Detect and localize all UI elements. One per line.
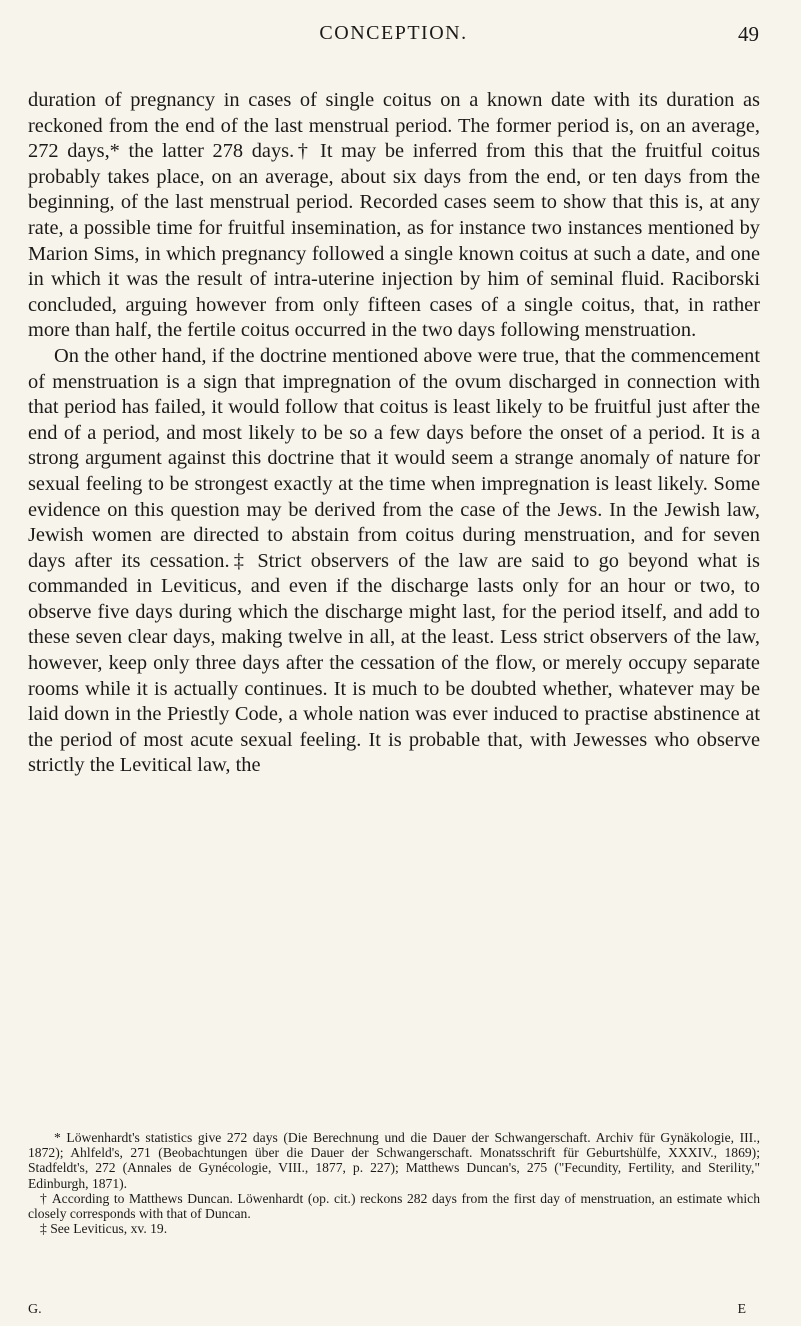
page-header <box>28 22 759 50</box>
signature-marks <box>28 1302 760 1320</box>
running-head: CONCEPTION. <box>319 22 468 44</box>
signature-mark-right: E <box>737 1302 746 1317</box>
footnote-leviticus: ‡ See Leviticus, xv. 19. <box>40 1221 168 1237</box>
page-number: 49 <box>738 22 759 46</box>
paragraph-jewish-law: On the other hand, if the doctrine mentioned above were true, that the commencement of menstruation is a sign that impregnation of the ovum discharged in connection with that period has failed, it would follow that coitus is least likely to be fruitful just after the end of a period, and most likely to be so a few days before the onset of a period. It is a strong argument against this doctrine that it would seem a strange anomaly of nature for sexual feeling to be strongest exactly at the time when impregnation is least likely. Some evidence on this question may be derived from the case of the Jews. In the Jewish law, Jewish women are directed to abstain from coitus during menstruation, and for seven days after its cessation.‡ Strict observers of the law are said to go beyond what is commanded in Leviticus, and even if the discharge lasts only for an hour or two, to observe five days during which the discharge might last, for the period itself, and add to these seven clear days, making twelve in all, at the least. Less strict observers of the law, however, keep only three days after the cessation of the flow, or merely occupy separate rooms while it is actually continues. It is much to be doubted whether, whatever may be laid down in the Priestly Code, a whole nation was ever induced to practise abstinence at the period of most acute sexual feeling. It is probable that, with Jewesses who observe strictly the Levitical law, the <box>28 344 760 777</box>
footnote-duncan: † According to Matthews Duncan. Löwenhardt (op. cit.) reckons 282 days from the first day of menstruation, an estimate which closely corresponds with that of Duncan. <box>28 1190 760 1222</box>
signature-mark-left: G. <box>28 1302 42 1317</box>
paragraph-duration: duration of pregnancy in cases of single coitus on a known date with its duration as reckoned from the end of the last menstrual period. The former period is, on an average, 272 days,* the latter 278 days.† It may be inferred from this that the fruitful coitus probably takes place, on an average, about six days from the end, or ten days from the beginning, of the last menstrual period. Recorded cases seem to show that this is, at any rate, a possible time for fruitful insemination, as for instance two instances mentioned by Marion Sims, in which pregnancy followed a single known coitus at such a date, and one in which it was the result of intra-uterine injection by him of seminal fluid. Raciborski concluded, arguing however from only fifteen cases of a single coitus, that, in rather more than half, the fertile coitus occurred in the two days following menstruation. <box>28 89 760 342</box>
footnotes <box>28 1130 760 1236</box>
footnote-statistics: * Löwenhardt's statistics give 272 days (Die Berechnung und die Dauer der Schwangerschaft. Archiv für Gynäkologie, III., 1872); Ahlfeld's, 271 (Beobachtungen über die Dauer der Schwangerschaft. Monatsschrift für Geburtshülfe, XXXIV., 1869); Stadfeldt's, 272 (Annales de Gynécologie, VIII., 1877, p. 227); Matthews Duncan's, 275 ("Fecundity, Fertility, and Sterility," Edinburgh, 1871). <box>28 1130 760 1191</box>
body-text <box>28 88 760 779</box>
